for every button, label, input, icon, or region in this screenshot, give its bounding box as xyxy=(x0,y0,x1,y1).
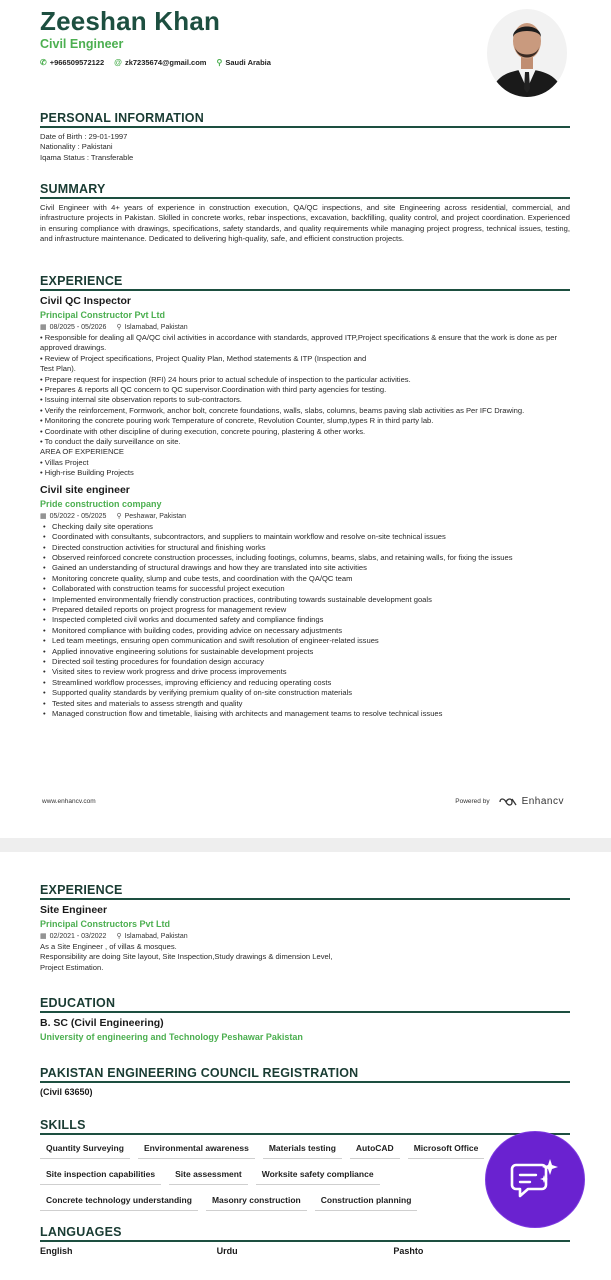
job-bullet: • Implemented environmentally friendly construction practices, contributing towards sustainable development goals xyxy=(40,595,570,605)
council-registration-section xyxy=(40,1066,570,1097)
date-of-birth: Date of Birth : 29-01-1997 xyxy=(40,132,128,141)
location-contact: ⚲ Saudi Arabia xyxy=(216,58,271,67)
job-bullet: • Visited sites to review work progress and drive process improvements xyxy=(40,667,570,677)
powered-by-label: Powered by xyxy=(455,798,490,805)
ai-chat-button[interactable] xyxy=(486,1132,584,1227)
calendar-icon: ▦ xyxy=(40,324,47,331)
company-name: Principal Constructor Pvt Ltd xyxy=(40,310,166,320)
skill-tag: Worksite safety compliance xyxy=(256,1165,380,1185)
job-description-line: AREA OF EXPERIENCE xyxy=(40,447,124,457)
job-bullet: • Monitoring concrete quality, slump and cube tests, and coordination with the QA/QC team xyxy=(40,574,570,584)
section-heading: PAKISTAN ENGINEERING COUNCIL REGISTRATION xyxy=(40,1066,570,1083)
job-description xyxy=(40,333,570,479)
location-pin-icon: ⚲ xyxy=(116,324,122,331)
job-dates: 05/2022 - 05/2025 xyxy=(49,512,107,520)
location-pin-icon: ⚲ xyxy=(216,58,223,67)
profile-photo xyxy=(487,9,567,97)
candidate-role: Civil Engineer xyxy=(40,37,124,51)
job-bullet: • Supported quality standards by verifying premium quality of on-site construction materials xyxy=(40,688,570,698)
job-description-line: • Verify the reinforcement, Formwork, anchor bolt, concrete foundations, walls, slabs, columns, beams paving slab activities as Per IFC Drawing. xyxy=(40,405,525,415)
section-heading: EDUCATION xyxy=(40,996,570,1013)
experience-continued-section xyxy=(40,883,570,973)
job-bullet: • Observed reinforced concrete construction processes, including footings, columns, beams, slabs, and retaining walls, for fixing the issues xyxy=(40,553,570,563)
job-description-line: As a Site Engineer , of villas & mosques. xyxy=(40,942,177,951)
calendar-icon: ▦ xyxy=(40,933,47,940)
job-dates: 08/2025 - 05/2026 xyxy=(49,324,107,331)
job-bullet: • Coordinated with consultants, subcontractors, and suppliers to maintain workflow and resolve on-site technical issues xyxy=(40,532,570,542)
phone-icon: ✆ xyxy=(40,58,47,67)
ai-chat-sparkle-icon xyxy=(508,1155,562,1205)
university: University of engineering and Technology Peshawar Pakistan xyxy=(40,1032,303,1042)
degree: B. SC (Civil Engineering) xyxy=(40,1017,164,1029)
section-heading: PERSONAL INFORMATION xyxy=(40,111,570,128)
job-bullet: • Led team meetings, ensuring open communication and swift resolution of engineer-related issues xyxy=(40,636,570,646)
calendar-icon: ▦ xyxy=(40,512,47,520)
at-icon: @ xyxy=(114,58,122,67)
registration-number: (Civil 63650) xyxy=(40,1087,93,1097)
job-description-line: • Issuing internal site observation reports to sub-contractors. xyxy=(40,395,242,405)
job-bullet: • Inspected completed civil works and documented safety and compliance findings xyxy=(40,615,570,625)
job-bullet: • Checking daily site operations xyxy=(40,522,570,532)
job-bullet: • Gained an understanding of structural drawings and how they are translated into site activities xyxy=(40,563,570,573)
job-description xyxy=(40,942,570,973)
footer-site-link[interactable]: www.enhancv.com xyxy=(42,798,96,805)
language-list xyxy=(40,1246,570,1256)
job-description-line: • Responsible for dealing all QA/QC civil activities in accordance with standards, approved ITP,Project specifications & ensure that the work is done as per approved drawings. xyxy=(40,333,558,353)
email-contact[interactable]: @ zk7235674@gmail.com xyxy=(114,58,207,67)
skill-tag: Masonry construction xyxy=(206,1191,307,1211)
job-bullet: • Collaborated with construction teams for successful project execution xyxy=(40,584,570,594)
job-meta xyxy=(40,512,570,520)
skill-tag: Site assessment xyxy=(169,1165,248,1185)
job-bullet: • Monitored compliance with building codes, providing advice on necessary adjustments xyxy=(40,626,570,636)
skill-tag: Environmental awareness xyxy=(138,1139,255,1159)
job-bullet: • Managed construction flow and timetable, liaising with architects and management teams to resolve technical issues xyxy=(40,709,570,719)
phone-contact[interactable]: ✆ +966509572122 xyxy=(40,58,105,67)
job-bullet: • Streamlined workflow processes, improving efficiency and reducing operating costs xyxy=(40,678,570,688)
job-description-line: Project Estimation. xyxy=(40,962,104,972)
job-description-line: • Prepare request for inspection (RFI) 24 hours prior to actual schedule of inspection to the particular activities. xyxy=(40,374,411,384)
skill-tag: Materials testing xyxy=(263,1139,342,1159)
job-description-line: • Villas Project xyxy=(40,457,89,467)
job-description-line: • Monitoring the concrete pouring work Temperature of concrete, Revolution Counter, slump,types R in third party lab. xyxy=(40,416,434,426)
iqama-status: Iqama Status : Transferable xyxy=(40,152,134,162)
personal-information-section xyxy=(40,111,570,163)
languages-section xyxy=(40,1225,570,1256)
job-meta xyxy=(40,323,570,331)
skill-row xyxy=(40,1139,570,1159)
job-description-line: Responsibility are doing Site layout, Site Inspection,Study drawings & dimension Level, xyxy=(40,952,333,962)
job-bullet: • Directed soil testing procedures for foundation design accuracy xyxy=(40,657,570,667)
company-name: Principal Constructors Pvt Ltd xyxy=(40,919,171,929)
job-dates: 02/2021 - 03/2022 xyxy=(49,933,107,940)
skill-tag: Site inspection capabilities xyxy=(40,1165,161,1185)
job-entry xyxy=(40,484,570,720)
language-item: English xyxy=(40,1246,73,1256)
job-description-line: • To conduct the daily surveillance on site. xyxy=(40,437,181,447)
candidate-name: Zeeshan Khan xyxy=(40,6,221,36)
section-heading: SUMMARY xyxy=(40,182,570,199)
language-item: Pashto xyxy=(393,1246,424,1256)
job-location: Islamabad, Pakistan xyxy=(124,324,188,331)
location-pin-icon: ⚲ xyxy=(116,512,122,520)
company-name: Pride construction company xyxy=(40,498,162,509)
enhancv-logo-icon: Enhancv xyxy=(498,796,564,807)
job-title: Civil site engineer xyxy=(40,483,130,496)
job-bullet-list xyxy=(40,522,570,720)
nationality: Nationality : Pakistani xyxy=(40,142,113,152)
job-title: Site Engineer xyxy=(40,904,108,916)
section-heading: SKILLS xyxy=(40,1118,570,1135)
job-bullet: • Tested sites and materials to assess strength and quality xyxy=(40,699,570,709)
page-separator xyxy=(0,838,611,852)
section-heading: EXPERIENCE xyxy=(40,883,570,900)
job-bullet: • Prepared detailed reports on project progress for management review xyxy=(40,605,570,615)
page-footer xyxy=(42,796,564,807)
section-heading: LANGUAGES xyxy=(40,1225,570,1242)
language-item: Urdu xyxy=(216,1246,238,1256)
job-location: Peshawar, Pakistan xyxy=(124,512,187,520)
job-location: Islamabad, Pakistan xyxy=(124,933,188,940)
experience-section xyxy=(40,274,570,719)
skill-tag: Microsoft Office xyxy=(408,1139,485,1159)
section-heading: EXPERIENCE xyxy=(40,274,570,291)
job-description-line: • Review of Project specifications, Project Quality Plan, Method statements & ITP (Inspection and xyxy=(40,353,367,363)
skill-tag: Construction planning xyxy=(315,1191,418,1211)
job-entry xyxy=(40,295,570,479)
job-description-line: • Coordinate with other discipline of during execution, concrete pouring, plastering & other works. xyxy=(40,426,366,436)
contact-bar xyxy=(40,58,271,67)
skill-tag: Concrete technology understanding xyxy=(40,1191,198,1211)
job-meta xyxy=(40,932,570,940)
job-description-line: • Prepares & reports all QC concern to QC supervisor.Coordination with third party agencies for testing. xyxy=(40,385,387,395)
summary-text: Civil Engineer with 4+ years of experience in construction execution, QA/QC inspections, and site Engineering across residential, commercial, and infrastructure projects in Pakistan. Skilled in concrete works, rebar inspections, excavation, backfilling, quality control, and project coordination. Experienced in ensuring compliance with drawings, specifications, safety standards, and quality requirements while managing project progress, technical issues, testing, and infrastructure maintenance. Dedicated to delivering high-quality, safe, and efficient construction projects. xyxy=(40,203,570,244)
job-bullet: • Applied innovative engineering solutions for sustainable development projects xyxy=(40,647,570,657)
job-title: Civil QC Inspector xyxy=(40,295,132,307)
job-bullet: • Directed construction activities for structural and finishing works xyxy=(40,543,570,553)
skill-tag: Quantity Surveying xyxy=(40,1139,130,1159)
skill-tag: AutoCAD xyxy=(350,1139,400,1159)
job-description-line: • High-rise Building Projects xyxy=(40,468,134,478)
powered-by xyxy=(455,796,564,807)
education-section xyxy=(40,996,570,1042)
job-description-line: Test Plan). xyxy=(40,364,76,374)
summary-section xyxy=(40,182,570,245)
location-pin-icon: ⚲ xyxy=(116,933,122,940)
